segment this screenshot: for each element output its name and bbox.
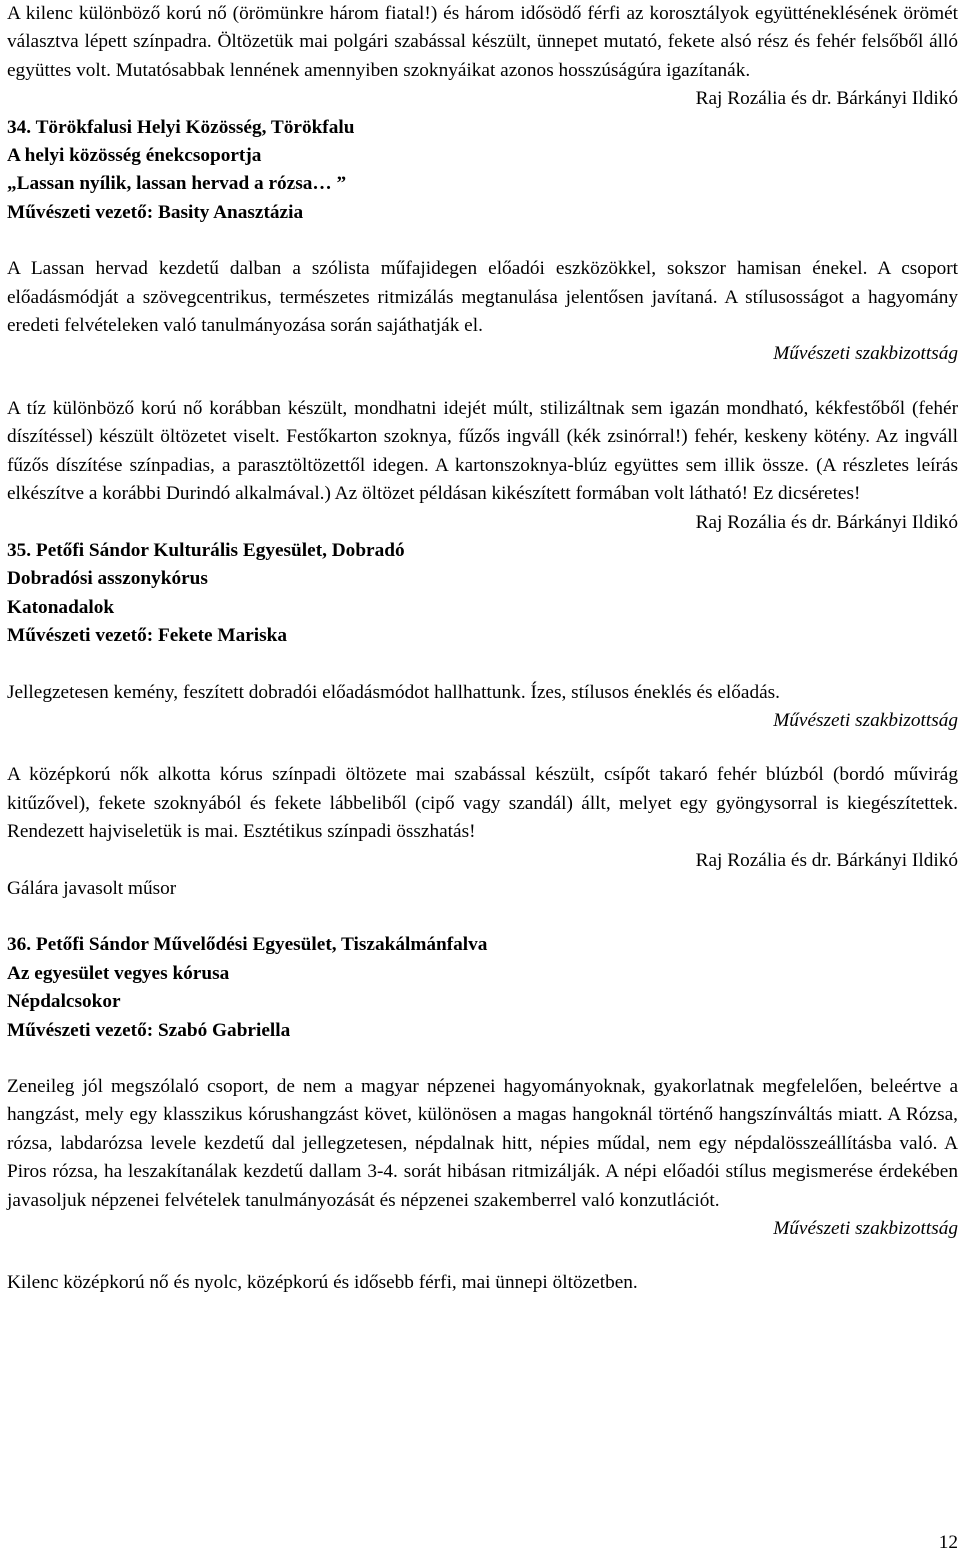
- entry-title: 36. Petőfi Sándor Művelődési Egyesület, Tiszakálmánfalva: [7, 934, 488, 956]
- costume-paragraph: A tíz különböző korú nő korábban készült, mondhatni idejét múlt, stilizáltnak sem igazán mondható, kékfestőből (fehér díszítéssel) készült öltözetet viselt. Festőkarton szoknya, fűzős ingváll (kék zsinórral!) fehér, keskeny kötény. Az ingváll fűzős díszítése színpadias, a parasztöltözettől idegen. A kartonszoknya-blúz együttes sem illik össze. (A részletes leírás elkészítve a korábbi Durindó alkalmával.) Az öltözet példásan kikészített formában volt látható! Ez dicséretes!: [7, 397, 958, 505]
- intro-signature: Raj Rozália és dr. Bárkányi Ildikó: [695, 88, 958, 110]
- costume-paragraph: Kilenc középkorú nő és nyolc, középkorú és idősebb férfi, mai ünnepi öltözetben.: [7, 1272, 638, 1294]
- costume-signature: Raj Rozália és dr. Bárkányi Ildikó: [695, 849, 958, 871]
- entry-35: [7, 537, 958, 903]
- artistic-director: Művészeti vezető: Fekete Mariska: [7, 625, 287, 647]
- entry-heading: [7, 537, 958, 651]
- spacer: [7, 735, 958, 761]
- spacer: [7, 1045, 958, 1073]
- spacer: [7, 651, 958, 679]
- costume-signature: Raj Rozália és dr. Bárkányi Ildikó: [695, 511, 958, 533]
- review-signature: Művészeti szakbizottság: [773, 709, 958, 731]
- entry-heading: [7, 114, 958, 228]
- costume-paragraph: A középkorú nők alkotta kórus színpadi öltözete mai szabással készült, csípőt takaró fehér blúzból (bordó művirág kitűzővel), fekete szoknyából és fekete lábbeliből (cipő vagy szandál) állt, melyet egy gyöngysorral is kiegészítettek. Rendezett hajviseletük is mai. Esztétikus színpadi összhatás!: [7, 764, 958, 843]
- review-paragraph: Zeneileg jól megszólaló csoport, de nem a magyar népzenei hagyományoknak, gyakorlatnak megfelelően, beleértve a hangzást, mely egy klasszikus kórushangzást követ, különösen a magas hangoknál történő hangszínváltás miatt. A Rózsa, rózsa, labdarózsa levele kezdetű dal jellegzetesen, népdalnak hitt, népies műdal, nem egy népdalösszeállításba való. A Piros rózsa, ha leszakítanálak kezdetű dallam 3-4. sorát hibásan ritmizálják. A népi előadói stílus megismerése érdekében javasoljuk népzenei felvételek tanulmányozását és népzenei szakemberrel való konzutlációt.: [7, 1076, 958, 1211]
- review-signature: Művészeti szakbizottság: [773, 343, 958, 365]
- entry-heading: [7, 931, 958, 1045]
- ensemble-name: Dobradósi asszonykórus: [7, 568, 208, 590]
- document-page: [7, 0, 958, 1298]
- artistic-director: Művészeti vezető: Basity Anasztázia: [7, 201, 304, 223]
- ensemble-name: Az egyesület vegyes kórusa: [7, 962, 230, 984]
- entry-36: [7, 931, 958, 1297]
- gala-recommendation: Gálára javasolt műsor: [7, 877, 177, 899]
- review-paragraph: Jellegzetesen kemény, feszített dobradói előadásmódot hallhattunk. Ízes, stílusos éneklés és előadás.: [7, 681, 780, 703]
- intro-paragraph: A kilenc különböző korú nő (örömünkre három fiatal!) és három idősödő férfi az korosztályok együtténeklésének örömét választva lépett színpadra. Öltözetük mai polgári szabással készült, ünnepet mutató, fekete alsó rész és fehér felsőből álló együttes volt. Mutatósabbak lennének amennyiben szoknyáikat azonos hosszúságúra igazítanák.: [7, 3, 958, 81]
- page-number: 12: [938, 1532, 958, 1553]
- spacer: [7, 903, 958, 931]
- review-paragraph: A Lassan hervad kezdetű dalban a szólista műfajidegen előadói eszközökkel, sokszor hamisan énekel. A csoport előadásmódját a szövegcentrikus, természetes ritmizálás megtanulása jelentősen javítaná. A stílusosságot a hagyomány eredeti felvételeken való tanulmányozása során sajáthatják el.: [7, 258, 958, 337]
- review-signature: Művészeti szakbizottság: [773, 1218, 958, 1240]
- artistic-director: Művészeti vezető: Szabó Gabriella: [7, 1019, 291, 1041]
- ensemble-name: A helyi közösség énekcsoportja: [7, 145, 262, 167]
- program-title: „Lassan nyílik, lassan hervad a rózsa… ”: [7, 173, 347, 195]
- entry-title: 35. Petőfi Sándor Kulturális Egyesület, Dobradó: [7, 539, 405, 561]
- entry-title: 34. Törökfalusi Helyi Közösség, Törökfalu: [7, 116, 355, 138]
- spacer: [7, 227, 958, 255]
- spacer: [7, 369, 958, 395]
- program-title: Népdalcsokor: [7, 991, 121, 1013]
- program-title: Katonadalok: [7, 596, 115, 618]
- spacer: [7, 1243, 958, 1269]
- entry-34: [7, 114, 958, 537]
